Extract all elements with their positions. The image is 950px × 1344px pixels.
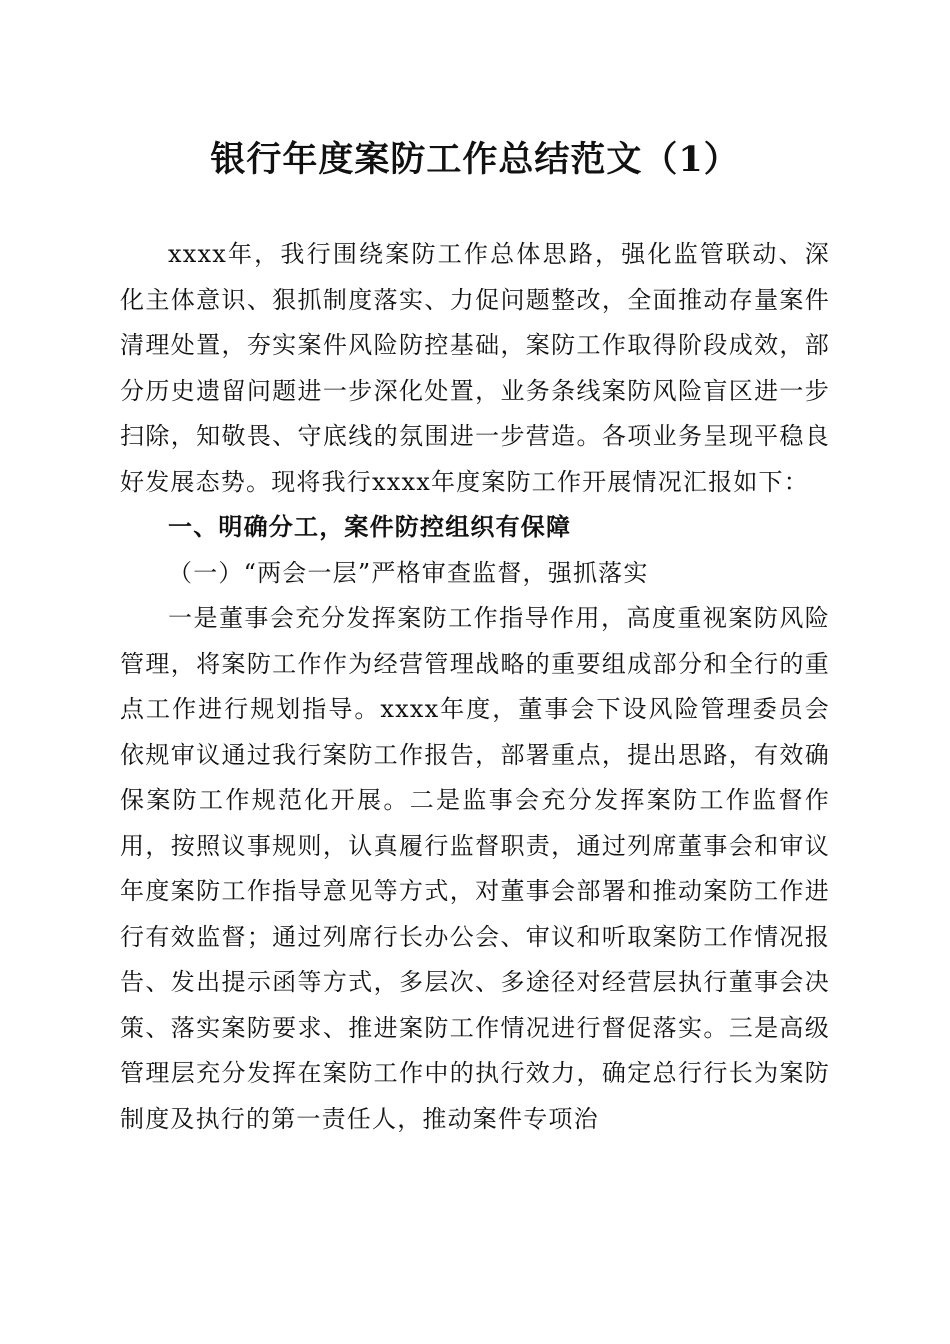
document-title: 银行年度案防工作总结范文（1） (210, 139, 740, 180)
subsection-heading: （一）“两会一层”严格审查监督，强抓落实 (168, 558, 649, 587)
section-heading: 一、明确分工，案件防控组织有保障 (168, 513, 572, 541)
document-body (120, 232, 830, 1142)
subsection-paragraph: 一是董事会充分发挥案防工作指导作用，高度重视案防风险管理，将案防工作作为经营管理战略的重要组成部分和全行的重点工作进行规划指导。xxxx年度，董事会下设风险管理委员会依规审议通过我行案防工作报告，部署重点，提出思路，有效确保案防工作规范化开展。二是监事会充分发挥案防工作监督作用，按照议事规则，认真履行监督职责，通过列席董事会和审议年度案防工作指导意见等方式，对董事会部署和推动案防工作进行有效监督；通过列席行长办公会、审议和听取案防工作情况报告、发出提示函等方式，多层次、多途径对经营层执行董事会决策、落实案防要求、推进案防工作情况进行督促落实。三是高级管理层充分发挥在案防工作中的执行效力，确定总行行长为案防制度及执行的第一责任人，推动案件专项治 (120, 604, 830, 1133)
intro-paragraph: xxxx年，我行围绕案防工作总体思路，强化监管联动、深化主体意识、狠抓制度落实、力促问题整改，全面推动存量案件清理处置，夯实案件风险防控基础，案防工作取得阶段成效，部分历史遗留问题进一步深化处置，业务条线案防风险盲区进一步扫除，知敬畏、守底线的氛围进一步营造。各项业务呈现平稳良好发展态势。现将我行xxxx年度案防工作开展情况汇报如下： (120, 240, 830, 496)
